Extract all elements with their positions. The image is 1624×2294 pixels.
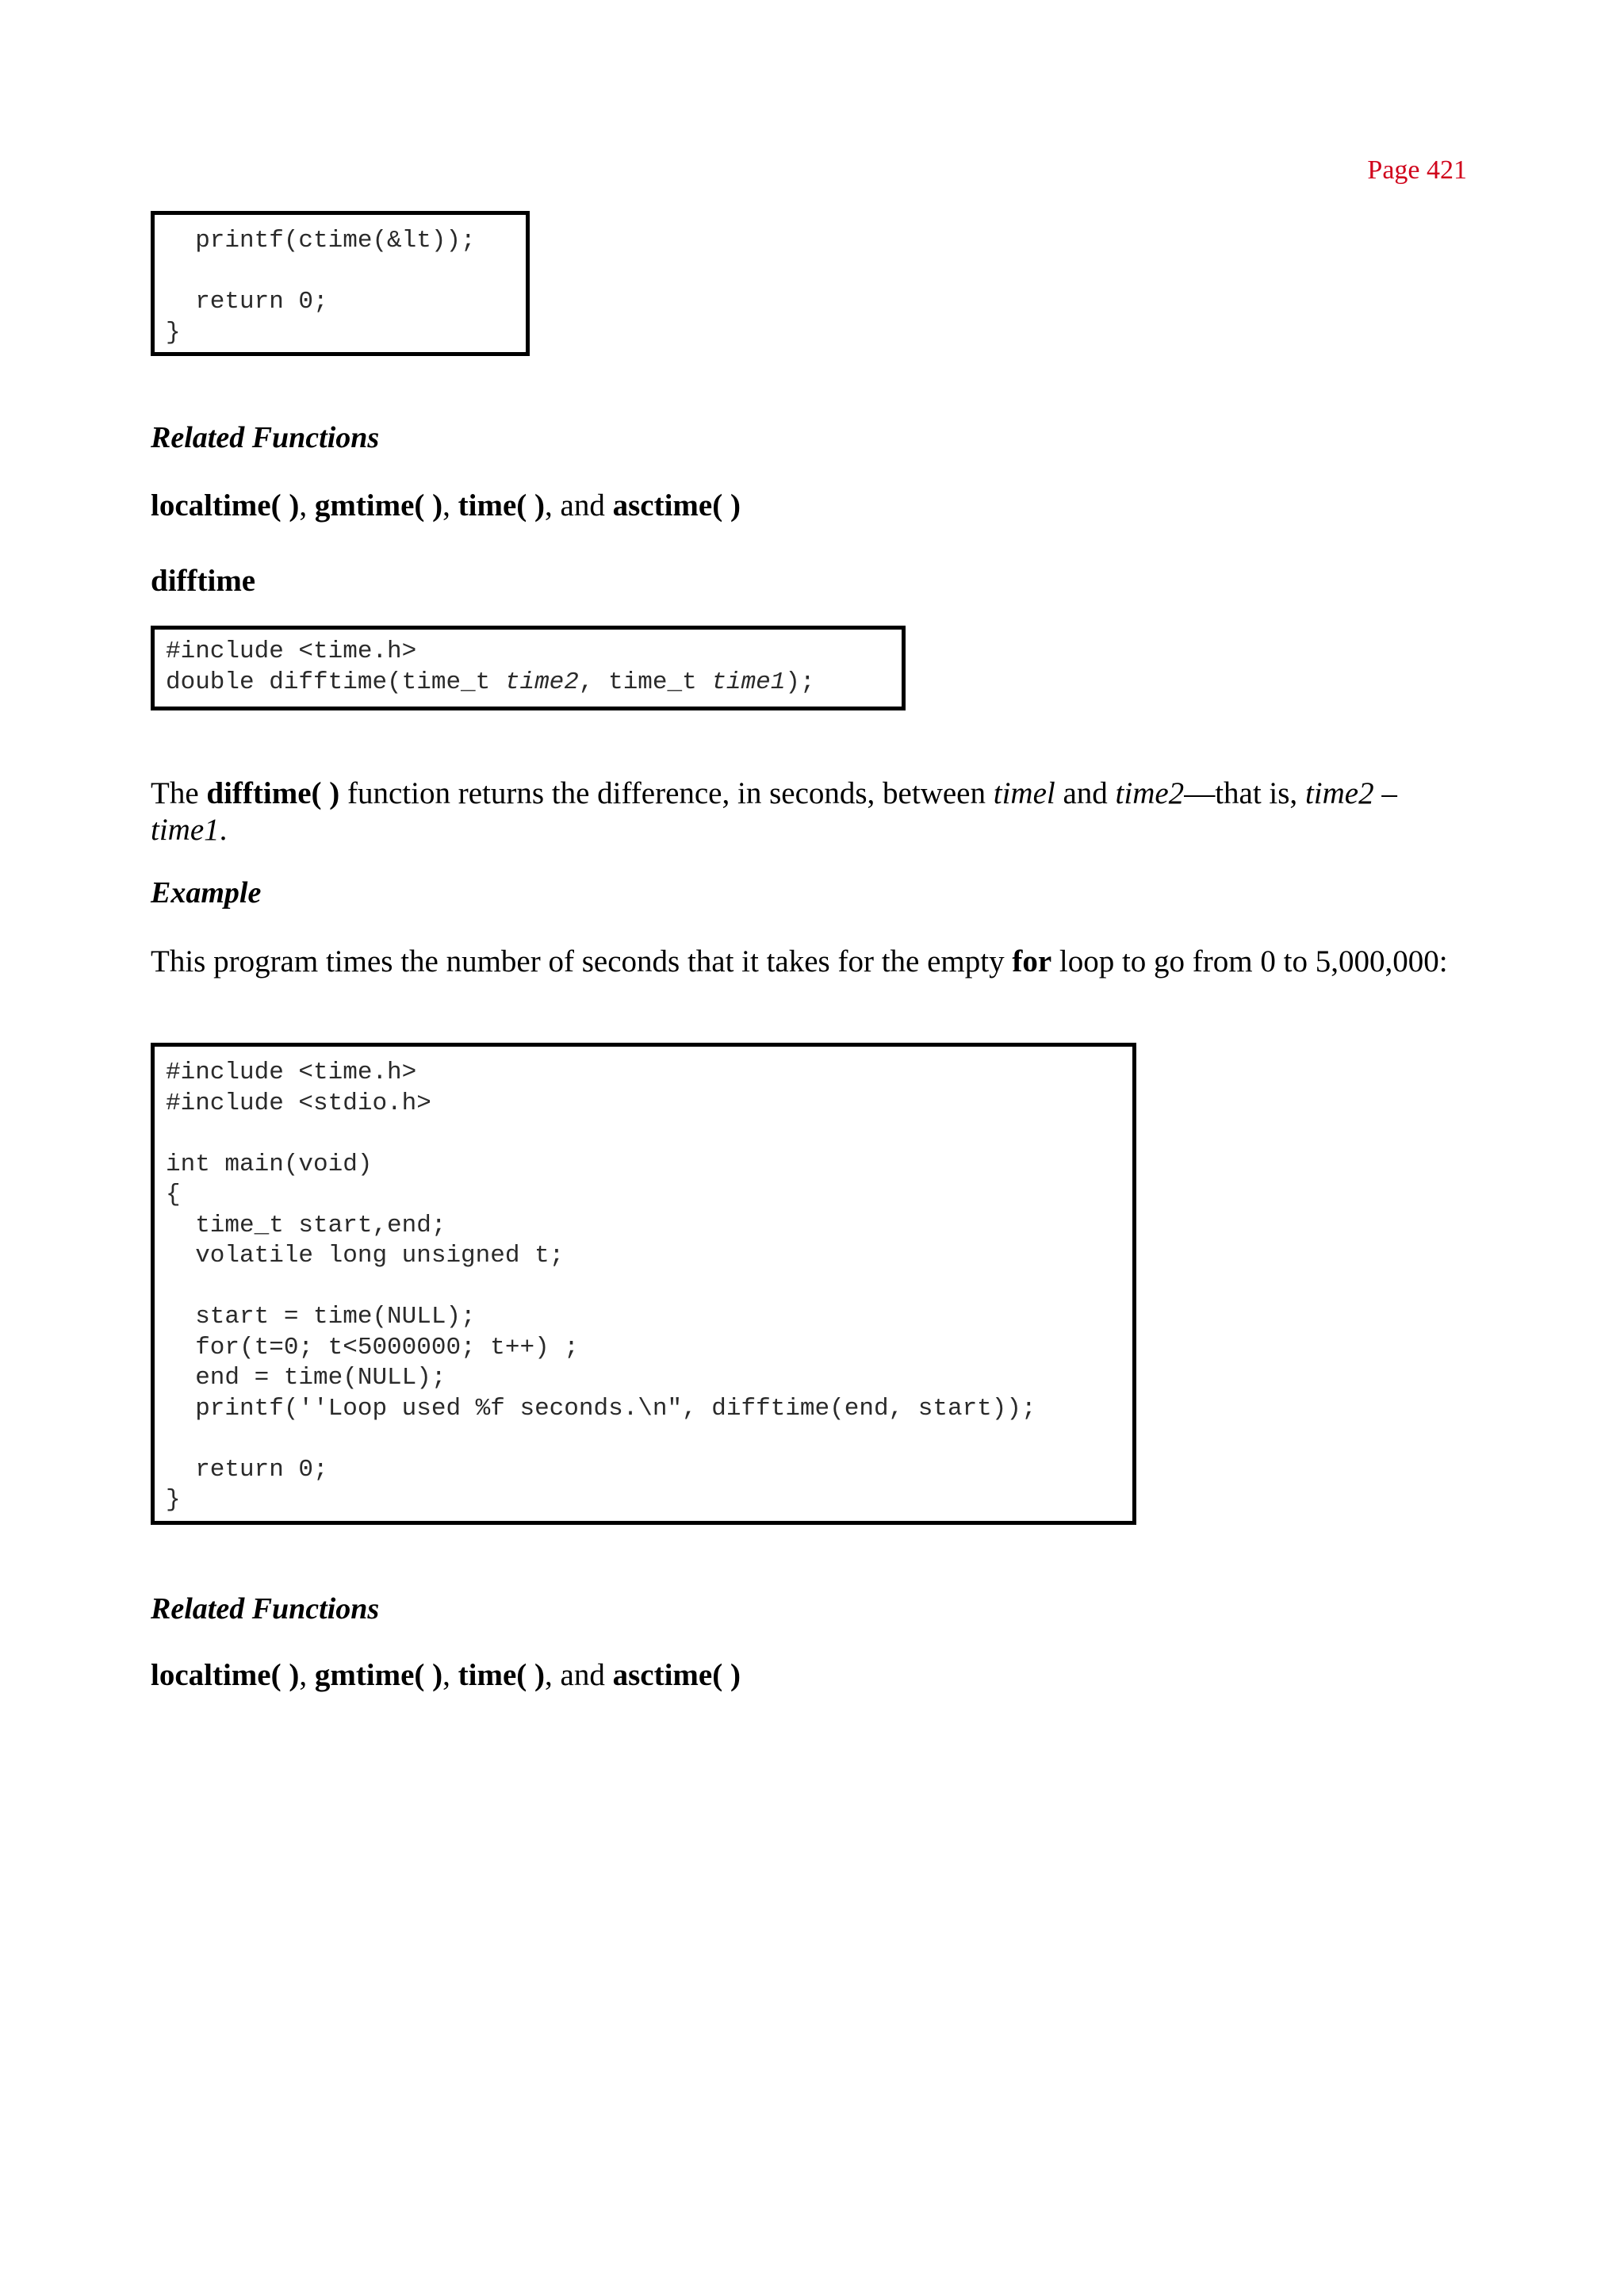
code-argument: time1 (711, 668, 786, 696)
function-name: asctime( ) (612, 488, 741, 523)
code-blank-line (166, 257, 526, 288)
separator: , and (545, 488, 613, 523)
function-title: difftime (151, 564, 256, 598)
code-line: end = time(NULL); (166, 1364, 446, 1392)
code-line: } (166, 1486, 181, 1514)
function-name: gmtime( ) (314, 488, 443, 523)
text: —that is, (1184, 776, 1305, 810)
related-functions-heading: Related Functions (151, 421, 380, 454)
variable: timel (993, 776, 1055, 810)
code-line: #include <time.h> (166, 638, 417, 665)
function-name: localtime( ) (151, 488, 300, 523)
code-line: start = time(NULL); (166, 1303, 476, 1331)
code-blank-line (166, 1272, 1132, 1303)
related-functions-list (151, 1657, 741, 1693)
example-code-block (151, 1043, 1136, 1525)
code-line: printf(''Loop used %f seconds.\n", difftime(end, start)); (166, 1394, 1036, 1423)
function-name: difftime( ) (206, 776, 340, 810)
separator: , (442, 488, 458, 523)
code-fragment: double difftime(time_t (166, 668, 505, 696)
text: and (1055, 776, 1116, 810)
page-number: Page 421 (1367, 155, 1467, 185)
separator: , (299, 488, 315, 523)
text: This program times the number of seconds that it takes for the empty (151, 944, 1013, 978)
variable: time2 (1115, 776, 1185, 810)
code-line: } (166, 318, 181, 347)
code-line: return 0; (166, 1455, 328, 1484)
related-functions-list (151, 488, 741, 523)
code-blank-line (166, 1119, 1132, 1150)
function-name: localtime( ) (151, 1658, 300, 1692)
code-argument: time2 (504, 668, 579, 696)
code-fragment: ); (785, 668, 815, 696)
code-fragment: , time_t (578, 668, 712, 696)
code-line: #include <stdio.h> (166, 1089, 431, 1117)
function-name: time( ) (458, 1658, 546, 1692)
related-functions-heading: Related Functions (151, 1592, 380, 1626)
text: function returns the difference, in seconds, between (339, 776, 994, 810)
prototype-block (151, 626, 906, 710)
code-line: time_t start,end; (166, 1211, 446, 1239)
separator: , and (545, 1658, 613, 1692)
code-line: for(t=0; t<5000000; t++) ; (166, 1333, 579, 1361)
function-name: asctime( ) (612, 1658, 741, 1692)
text: The (151, 776, 207, 810)
code-line: #include <time.h> (166, 1059, 417, 1086)
separator: , (442, 1658, 458, 1692)
code-line: printf(ctime(&lt)); (166, 227, 476, 255)
function-name: gmtime( ) (314, 1658, 443, 1692)
code-line: { (166, 1181, 181, 1208)
text: loop to go from 0 to 5,000,000: (1051, 944, 1448, 978)
code-block-top (151, 211, 530, 356)
code-line: return 0; (166, 288, 328, 316)
variable: time2 – time1 (151, 776, 1397, 847)
code-line: volatile long unsigned t; (166, 1242, 565, 1270)
function-description (151, 776, 1475, 848)
code-line: int main(void) (166, 1150, 373, 1178)
text: . (219, 813, 228, 847)
function-name: time( ) (458, 488, 546, 523)
keyword: for (1012, 944, 1052, 978)
example-intro (151, 944, 1475, 980)
code-line (166, 668, 902, 699)
code-blank-line (166, 1424, 1132, 1455)
example-heading: Example (151, 876, 262, 910)
separator: , (299, 1658, 315, 1692)
